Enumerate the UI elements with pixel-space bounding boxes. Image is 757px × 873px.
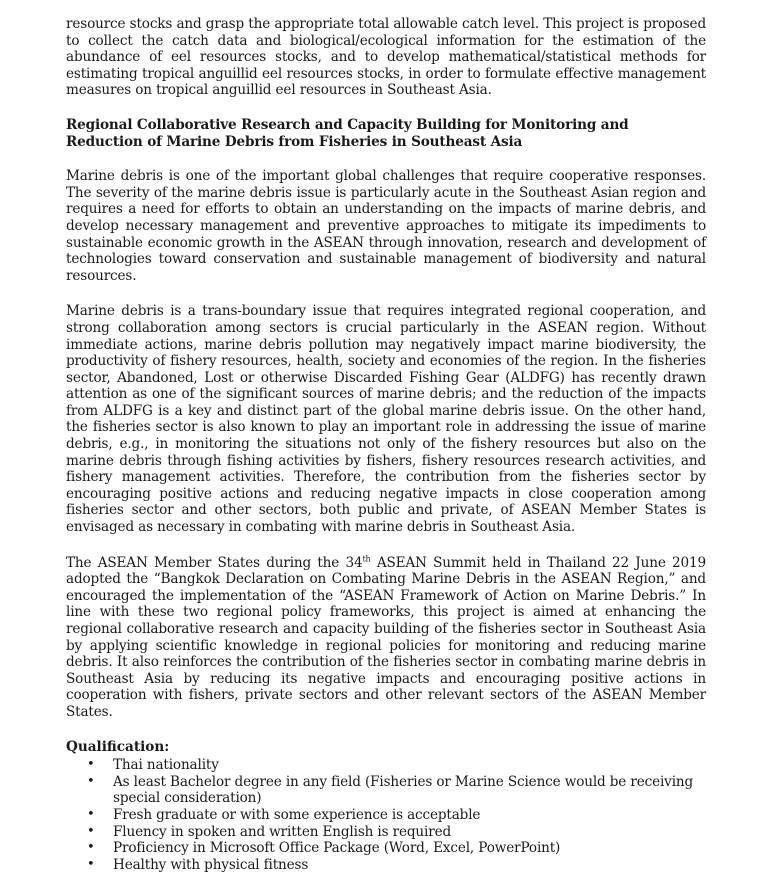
bullet-icon: • (87, 806, 95, 822)
bullet-icon: • (87, 840, 95, 856)
list-item (66, 857, 706, 873)
spacer (66, 150, 706, 168)
list-item (66, 824, 706, 841)
list-item (66, 757, 706, 774)
list-item-text: As least Bachelor degree in any field (Fisheries or Marine Science would be receiving special consideration) (113, 773, 694, 807)
spacer (66, 99, 706, 117)
qualification-list (66, 757, 706, 873)
list-item-text: Fresh graduate or with some experience is acceptable (113, 806, 481, 823)
document-page (66, 16, 706, 873)
list-item (66, 774, 706, 807)
intro-paragraph: resource stocks and grasp the appropriate total allowable catch level. This project is proposed to collect the catch data and biological/ecological information for the estimation of the abundance of eel resources stocks, and to develop mathematical/statistical methods for estimating tropical anguillid eel resources stocks, in order to formulate effective management measures on tropical anguillid eel resources in Southeast Asia. (66, 16, 706, 99)
paragraph-3 (66, 555, 706, 721)
section-heading: Regional Collaborative Research and Capacity Building for Monitoring and Reduction of Marine Debris from Fisheries in Southeast Asia (66, 116, 629, 150)
list-item-text: Proficiency in Microsoft Office Package (Word, Excel, PowerPoint) (113, 840, 561, 857)
spacer (66, 721, 706, 739)
list-item-text: Fluency in spoken and written English is required (113, 823, 452, 840)
paragraph-3-rest: ASEAN Summit held in Thailand 22 June 2019 adopted the “Bangkok Declaration on Combating Marine Debris in the ASEAN Region,” and encouraged the implementation of the “ASEAN Framework of Action on Marine Debris.” In line with these two regional policy frameworks, this project is aimed at enhancing the regional collaborative research and capacity building of the fisheries sector in Southeast Asia by applying scientific knowledge in regional policies for monitoring and reducing marine debris. It also reinforces the contribution of the fisheries sector in combating marine debris in Southeast Asia by reducing its negative impacts and encouraging positive actions in cooperation with fishers, private sectors and other relevant sectors of the ASEAN Member States. (66, 554, 706, 720)
ordinal-suffix: th (362, 554, 371, 564)
bullet-icon: • (87, 823, 95, 839)
bullet-icon: • (87, 856, 95, 872)
paragraph-1: Marine debris is one of the important global challenges that require cooperative responses. The severity of the marine debris issue is particularly acute in the Southeast Asian region and requires a need for efforts to obtain an understanding on the impacts of marine debris, and develop necessary management and preventive approaches to mitigate its impediments to sustainable economic growth in the ASEAN through innovation, research and development of technologies toward conservation and sustainable management of biodiversity and natural resources. (66, 168, 706, 284)
paragraph-2: Marine debris is a trans-boundary issue that requires integrated regional cooperation, and strong collaboration among sectors is crucial particularly in the ASEAN region. Without immediate actions, marine debris pollution may negatively impact marine biodiversity, the productivity of fishery resources, health, society and economies of the region. In the fisheries sector, Abandoned, Lost or otherwise Discarded Fishing Gear (ALDFG) has recently drawn attention as one of the significant sources of marine debris; and the reduction of the impacts from ALDFG is a key and distinct part of the global marine debris issue. On the other hand, the fisheries sector is also known to play an important role in addressing the issue of marine debris, e.g., in monitoring the situations not only of the fishery resources but also on the marine debris through fishing activities by fishers, fishery resources research activities, and fishery management activities. Therefore, the contribution from the fisheries sector by encouraging positive actions and reducing negative impacts in close cooperation among fisheries sector and other sectors, both public and private, of ASEAN Member States is envisaged as necessary in combating with marine debris in Southeast Asia. (66, 303, 706, 536)
bullet-icon: • (87, 773, 95, 789)
spacer (66, 284, 706, 303)
paragraph-3-start: The ASEAN Member States during the 34 (66, 554, 363, 571)
spacer (66, 536, 706, 555)
list-item (66, 840, 706, 857)
list-item-text: Healthy with physical fitness (113, 856, 309, 873)
bullet-icon: • (87, 757, 95, 773)
list-item (66, 807, 706, 824)
list-item-text: Thai nationality (113, 757, 219, 774)
qualification-title: Qualification: (66, 738, 170, 755)
